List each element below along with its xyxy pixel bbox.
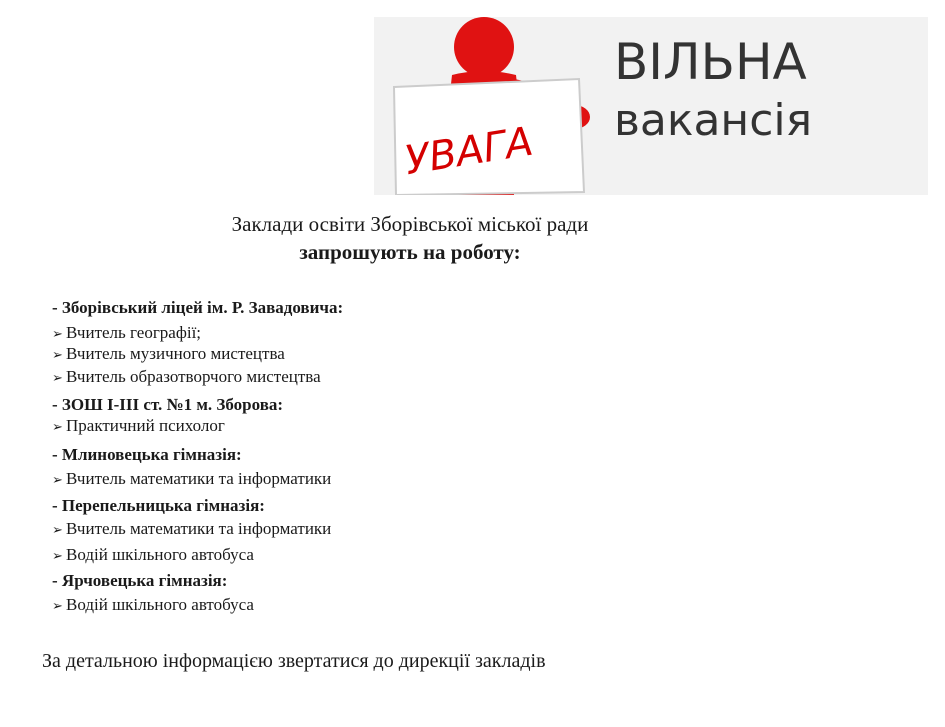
vacancy-item <box>52 595 254 615</box>
arrow-bullet-icon: ➢ <box>52 599 63 614</box>
arrow-bullet-icon: ➢ <box>52 549 63 564</box>
school-name: - Ярчовецька гімназія: <box>52 571 228 590</box>
vacancy-item <box>52 519 331 539</box>
contact-note: За детальною інформацією звертатися до дирекції закладів <box>42 650 546 672</box>
banner-title-line2: вакансія <box>614 95 813 146</box>
vacancy-item <box>52 469 331 489</box>
school-name: - Зборівський ліцей ім. Р. Завадовича: <box>52 298 344 317</box>
arrow-bullet-icon: ➢ <box>52 327 63 342</box>
heading-line1: Заклади освіти Зборівської міської ради <box>231 212 589 236</box>
arrow-bullet-icon: ➢ <box>52 420 63 435</box>
vacancy-label: Водій шкільного автобуса <box>66 595 254 614</box>
arrow-bullet-icon: ➢ <box>52 371 63 386</box>
vacancy-item <box>52 367 321 387</box>
arrow-bullet-icon: ➢ <box>52 523 63 538</box>
vacancy-label: Вчитель музичного мистецтва <box>66 344 285 363</box>
vacancy-item <box>52 323 201 343</box>
vacancy-label: Вчитель образотворчого мистецтва <box>66 367 321 386</box>
school-name: - ЗОШ І-ІІІ ст. №1 м. Зборова: <box>52 395 284 414</box>
vacancy-label: Вчитель математики та інформатики <box>66 469 332 488</box>
vacancy-item <box>52 545 254 565</box>
vacancy-item <box>52 416 225 436</box>
vacancy-item <box>52 344 285 364</box>
attention-sign <box>394 79 584 195</box>
arrow-bullet-icon: ➢ <box>52 348 63 363</box>
vacancy-label: Вчитель математики та інформатики <box>66 519 332 538</box>
school-name: - Млиновецька гімназія: <box>52 445 242 464</box>
school-name: - Перепельницька гімназія: <box>52 496 265 515</box>
vacancy-label: Водій шкільного автобуса <box>66 545 254 564</box>
sign-text: УВАГА <box>401 118 537 185</box>
arrow-bullet-icon: ➢ <box>52 473 63 488</box>
banner-illustration <box>374 17 928 195</box>
vacancy-banner <box>374 17 928 195</box>
heading-line2: запрошують на роботу: <box>299 240 521 264</box>
vacancy-label: Вчитель географії; <box>66 323 202 342</box>
vacancy-label: Практичний психолог <box>66 416 225 435</box>
banner-title-line1: ВІЛЬНА <box>614 33 807 91</box>
